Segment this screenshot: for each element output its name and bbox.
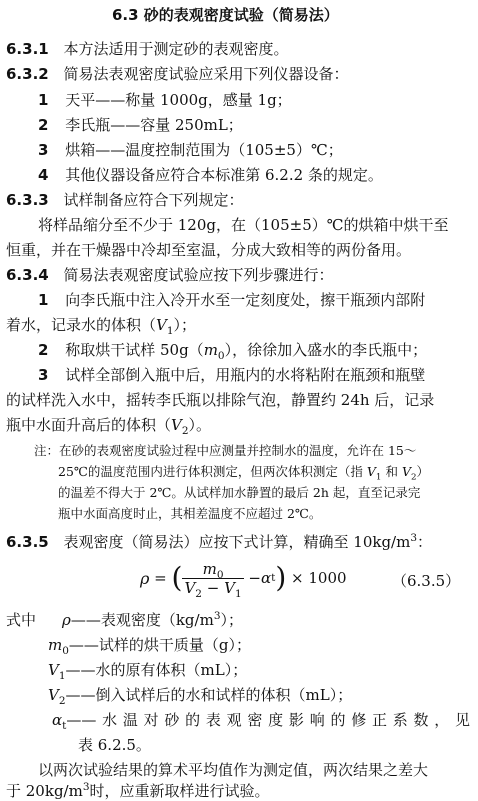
- definition-v1: $V_1——$水的原有体积（mL）；: [48, 661, 248, 682]
- definition-v2: $V_2——$倒入试样后的水和试样的体积（mL）；: [48, 686, 353, 707]
- step-1-line-2: 着水，记录水的体积$(V_1)$；: [6, 316, 197, 337]
- note-line-4: 瓶中水面高度时止，其相差温度不应超过 2℃。: [58, 506, 322, 521]
- item-number: 4: [38, 166, 49, 184]
- item-text: 试样全部倒入瓶中后，用瓶内的水将粘附在瓶颈和瓶壁: [65, 366, 426, 384]
- list-item: [38, 114, 243, 135]
- paragraph-line: 于 $20kg/m^3$时，应重新取样进行试验。: [6, 781, 270, 800]
- item-text: 向李氏瓶中注入冷开水至一定刻度处，擦干瓶颈内部附: [65, 291, 426, 309]
- formula: ρ = ( $\frac{m_0}{V_2 - V_1}$ − α t ) × 1000: [140, 559, 347, 600]
- list-item: [38, 89, 292, 110]
- list-item: [38, 164, 383, 185]
- clause-6-3-2: [6, 63, 349, 84]
- note-text: 25℃的温度范围内进行体积测定，但两次体积测定（指: [58, 464, 367, 479]
- item-number: 2: [38, 341, 49, 359]
- clause-number: 6.3.5: [6, 533, 49, 551]
- definition-rho: ρ——表观密度$(kg/m^3)$；: [62, 610, 244, 629]
- definition-text: ——水温对砂的表观密度影响的修正系数，见: [66, 711, 470, 729]
- item-number: 3: [38, 366, 49, 384]
- clause-6-3-1: [6, 38, 289, 59]
- equation-number: （6.3.5）: [392, 572, 461, 590]
- note-text: 和: [381, 464, 402, 479]
- step-3-line-2: 的试样洗入水中，摇转李氏瓶以排除气泡，静置约 24h 后，记录: [6, 391, 435, 409]
- paragraph-line: 将样品缩分至不少于 120g，在（105±5）℃的烘箱中烘干至: [38, 216, 449, 234]
- paragraph-text: 时，应重新取样进行试验。: [89, 782, 270, 800]
- clause-number: 6.3.3: [6, 191, 49, 209]
- item-text: 烘箱——温度控制范围为（105±5）℃；: [65, 141, 343, 159]
- list-item: [38, 139, 343, 160]
- clause-text: 本方法适用于测定砂的表观密度。: [63, 40, 289, 58]
- clause-number: 6.3.2: [6, 65, 49, 83]
- symbol-m0: m: [203, 341, 218, 359]
- formula-fraction: $\frac{m_0}{V_2 - V_1}$: [184, 559, 242, 600]
- paragraph-line: 以两次试验结果的算术平均值作为测定值，两次结果之差大: [38, 761, 429, 779]
- clause-6-3-5: 6.3.5 表观密度（简易法）应按下式计算，精确至 $10kg/m^3$：: [6, 532, 433, 551]
- note-line-2: 25℃的温度范围内进行体积测定，但两次体积测定（指 $V_1$ 和 $V_2$）: [58, 464, 430, 483]
- clause-number: 6.3.1: [6, 40, 49, 58]
- step-3-line-1: [38, 364, 425, 385]
- item-number: 3: [38, 141, 49, 159]
- item-text: 着水，记录水的体积（: [6, 316, 157, 334]
- step-2: 2 称取烘干试样 $50g(m_0)$，徐徐加入盛水的李氏瓶中；: [38, 341, 428, 362]
- definition-alpha-line-2: 表 6.2.5。: [78, 736, 151, 754]
- symbol-v2: V: [171, 416, 182, 434]
- definition-m0: $m_0——$试样的烘干质量（g）；: [48, 636, 252, 657]
- section-title: 6.3 砂的表观密度试验（简易法）: [112, 6, 339, 24]
- paragraph-text: 于 20kg/m: [6, 782, 83, 800]
- definition-text: ——水的原有体积（mL）；: [65, 661, 248, 679]
- clause-6-3-3: [6, 189, 244, 210]
- item-text: 其他仪器设备应符合本标准第 6.2.2 条的规定。: [65, 166, 383, 184]
- clause-text: 试样制备应符合下列规定：: [63, 191, 244, 209]
- item-number: 2: [38, 116, 49, 134]
- step-1-line-1: [38, 289, 425, 310]
- clause-text: 简易法表观密度试验应按下列步骤进行：: [63, 266, 334, 284]
- item-number: 1: [38, 91, 49, 109]
- item-text: 瓶中水面升高后的体积（: [6, 416, 172, 434]
- clause-text: 表观密度（简易法）应按下式计算，精确至 10kg/m: [63, 533, 411, 551]
- item-text: ），徐徐加入盛水的李氏瓶中；: [224, 341, 428, 359]
- symbol-v1: V: [156, 316, 167, 334]
- note-line-1: 注：在砂的表观密度试验过程中应测量并控制水的温度，允许在 15～: [34, 443, 417, 458]
- item-text: 李氏瓶——容量 250mL；: [65, 116, 243, 134]
- where-label: 式中: [6, 611, 37, 629]
- item-number: 1: [38, 291, 49, 309]
- clause-number: 6.3.4: [6, 266, 49, 284]
- definition-text: ——表观密度（kg/m: [70, 611, 214, 629]
- step-3-line-3: 瓶中水面升高后的体积$(V_2)$。: [6, 416, 212, 437]
- note-line-3: 的温差不得大于 2℃。从试样加水静置的最后 2h 起，直至记录完: [58, 485, 421, 500]
- clause-6-3-4: [6, 264, 334, 285]
- item-text: 称取烘干试样 50g（: [65, 341, 204, 359]
- definition-alpha: $\alpha_t——$水温对砂的表观密度影响的修正系数，见: [52, 711, 470, 732]
- paragraph-line: 恒重，并在干燥器中冷却至室温，分成大致相等的两份备用。: [6, 241, 412, 259]
- definition-text: ——倒入试样后的水和试样的体积（mL）；: [65, 686, 353, 704]
- definition-text: ——试样的烘干质量（g）；: [68, 636, 252, 654]
- clause-text: 简易法表观密度试验应采用下列仪器设备：: [63, 65, 349, 83]
- item-text: 天平——称量 1000g，感量 1g；: [65, 91, 292, 109]
